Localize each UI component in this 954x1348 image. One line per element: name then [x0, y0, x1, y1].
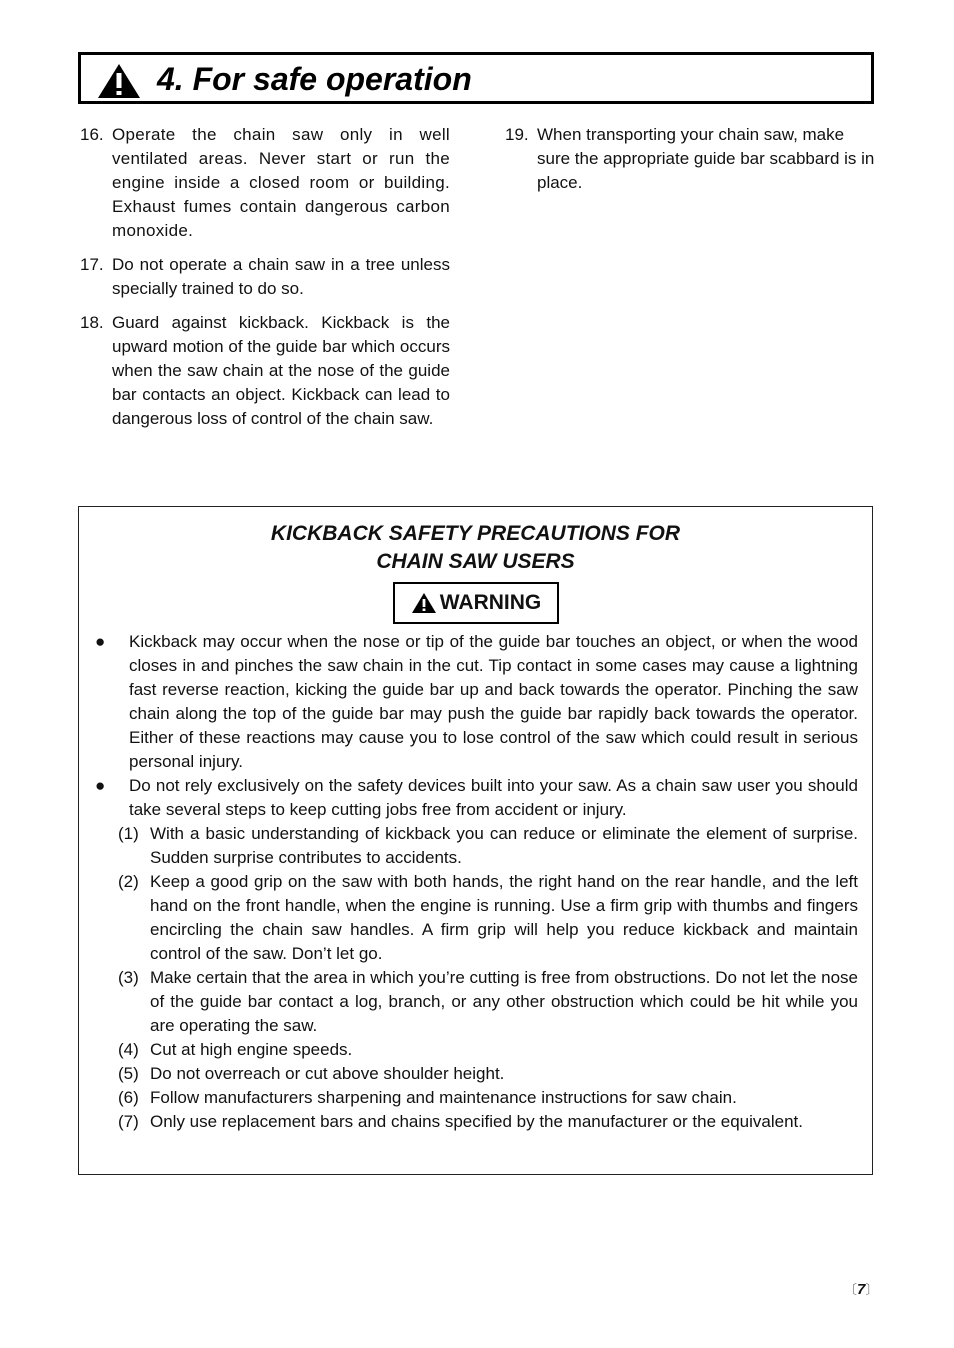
bullet-item: [95, 774, 858, 822]
kickback-title-line1: KICKBACK SAFETY PRECAUTIONS FOR: [270, 522, 681, 545]
section-title: 4. For safe operation: [157, 61, 472, 97]
bullet-text: Do not rely exclusively on the safety devices built into your saw. As a chain saw user you should take several steps to keep cutting jobs free from accident or injury.: [129, 776, 858, 819]
list-item: [80, 311, 450, 431]
kickback-title: [79, 520, 872, 576]
step-item: [95, 1038, 858, 1062]
step-text: Only use replacement bars and chains specified by the manufacturer or the equivalent.: [150, 1112, 803, 1131]
item-text: When transporting your chain saw, make sure the appropriate guide bar scabbard is in place.: [537, 125, 875, 192]
step-number: (7): [118, 1112, 139, 1131]
section-header: [78, 52, 874, 104]
page-number-value: 7: [857, 1281, 866, 1298]
step-text: Make certain that the area in which you’re cutting is free from obstructions. Do not let the nose of the guide bar contact a log, branch, or any other obstruction which could be hit while you are operating the saw.: [150, 968, 858, 1035]
list-item: [80, 123, 450, 243]
step-number: (5): [118, 1064, 139, 1083]
bullet-item: [95, 630, 858, 774]
kickback-title-line2: CHAIN SAW USERS: [376, 550, 575, 573]
step-number: (6): [118, 1088, 139, 1107]
step-text: Keep a good grip on the saw with both hands, the right hand on the rear handle, and the left hand on the front handle, when the engine is running. Use a firm grip with thumbs and fingers encircling the chain saw handles. A firm grip will help you reduce kickback and maintain control of the saw. Don’t let go.: [150, 872, 858, 963]
item-number: 18.: [80, 313, 104, 332]
warning-label: WARNING: [439, 591, 542, 614]
step-item: [95, 1086, 858, 1110]
bullet-text: Kickback may occur when the nose or tip of the guide bar touches an object, or when the wood closes in and pinches the saw chain in the cut. Tip contact in some cases may cause a lightning fast reverse reaction, kicking the guide bar up and back towards the operator. Pinching the saw chain along the top of the guide bar may push the guide bar rapidly back towards the operator. Either of these reactions may cause you to lose control of the saw which could result in serious personal injury.: [129, 632, 858, 771]
step-item: [95, 1062, 858, 1086]
list-item: [80, 253, 450, 301]
step-text: With a basic understanding of kickback you can reduce or eliminate the element of surprise. Sudden surprise contributes to accidents.: [150, 824, 858, 867]
bullet-icon: ●: [95, 632, 106, 651]
step-text: Follow manufacturers sharpening and maintenance instructions for saw chain.: [150, 1088, 737, 1107]
item-number: 16.: [80, 125, 104, 144]
step-item: [95, 870, 858, 966]
warning-triangle-icon: [97, 63, 141, 99]
right-column: [505, 123, 875, 205]
item-number: 19.: [505, 125, 529, 144]
step-text: Do not overreach or cut above shoulder height.: [150, 1064, 505, 1083]
item-text: Guard against kickback. Kickback is the upward motion of the guide bar which occurs when the saw chain at the nose of the guide bar contacts an object. Kickback can lead to dangerous loss of control of the chain saw.: [112, 313, 450, 428]
list-item: [505, 123, 875, 195]
step-item: [95, 1110, 858, 1134]
step-item: [95, 822, 858, 870]
warning-triangle-icon: [411, 592, 437, 614]
bullet-icon: ●: [95, 776, 106, 795]
step-number: (3): [118, 968, 139, 987]
page-number: [844, 1279, 878, 1298]
page-bracket-close: 〕: [865, 1282, 879, 1297]
left-column: [80, 123, 450, 441]
item-number: 17.: [80, 255, 104, 274]
kickback-precautions-box: [78, 506, 873, 1175]
item-text: Do not operate a chain saw in a tree unless specially trained to do so.: [112, 255, 450, 298]
step-number: (2): [118, 872, 139, 891]
step-number: (4): [118, 1040, 139, 1059]
step-text: Cut at high engine speeds.: [150, 1040, 353, 1059]
warning-badge: [393, 582, 559, 624]
item-text: Operate the chain saw only in well ventilated areas. Never start or run the engine inside a closed room or building. Exhaust fumes contain dangerous carbon monoxide.: [112, 125, 450, 240]
page-bracket-open: 〔: [844, 1282, 858, 1297]
kickback-body: [95, 630, 858, 1134]
step-number: (1): [118, 824, 139, 843]
step-item: [95, 966, 858, 1038]
